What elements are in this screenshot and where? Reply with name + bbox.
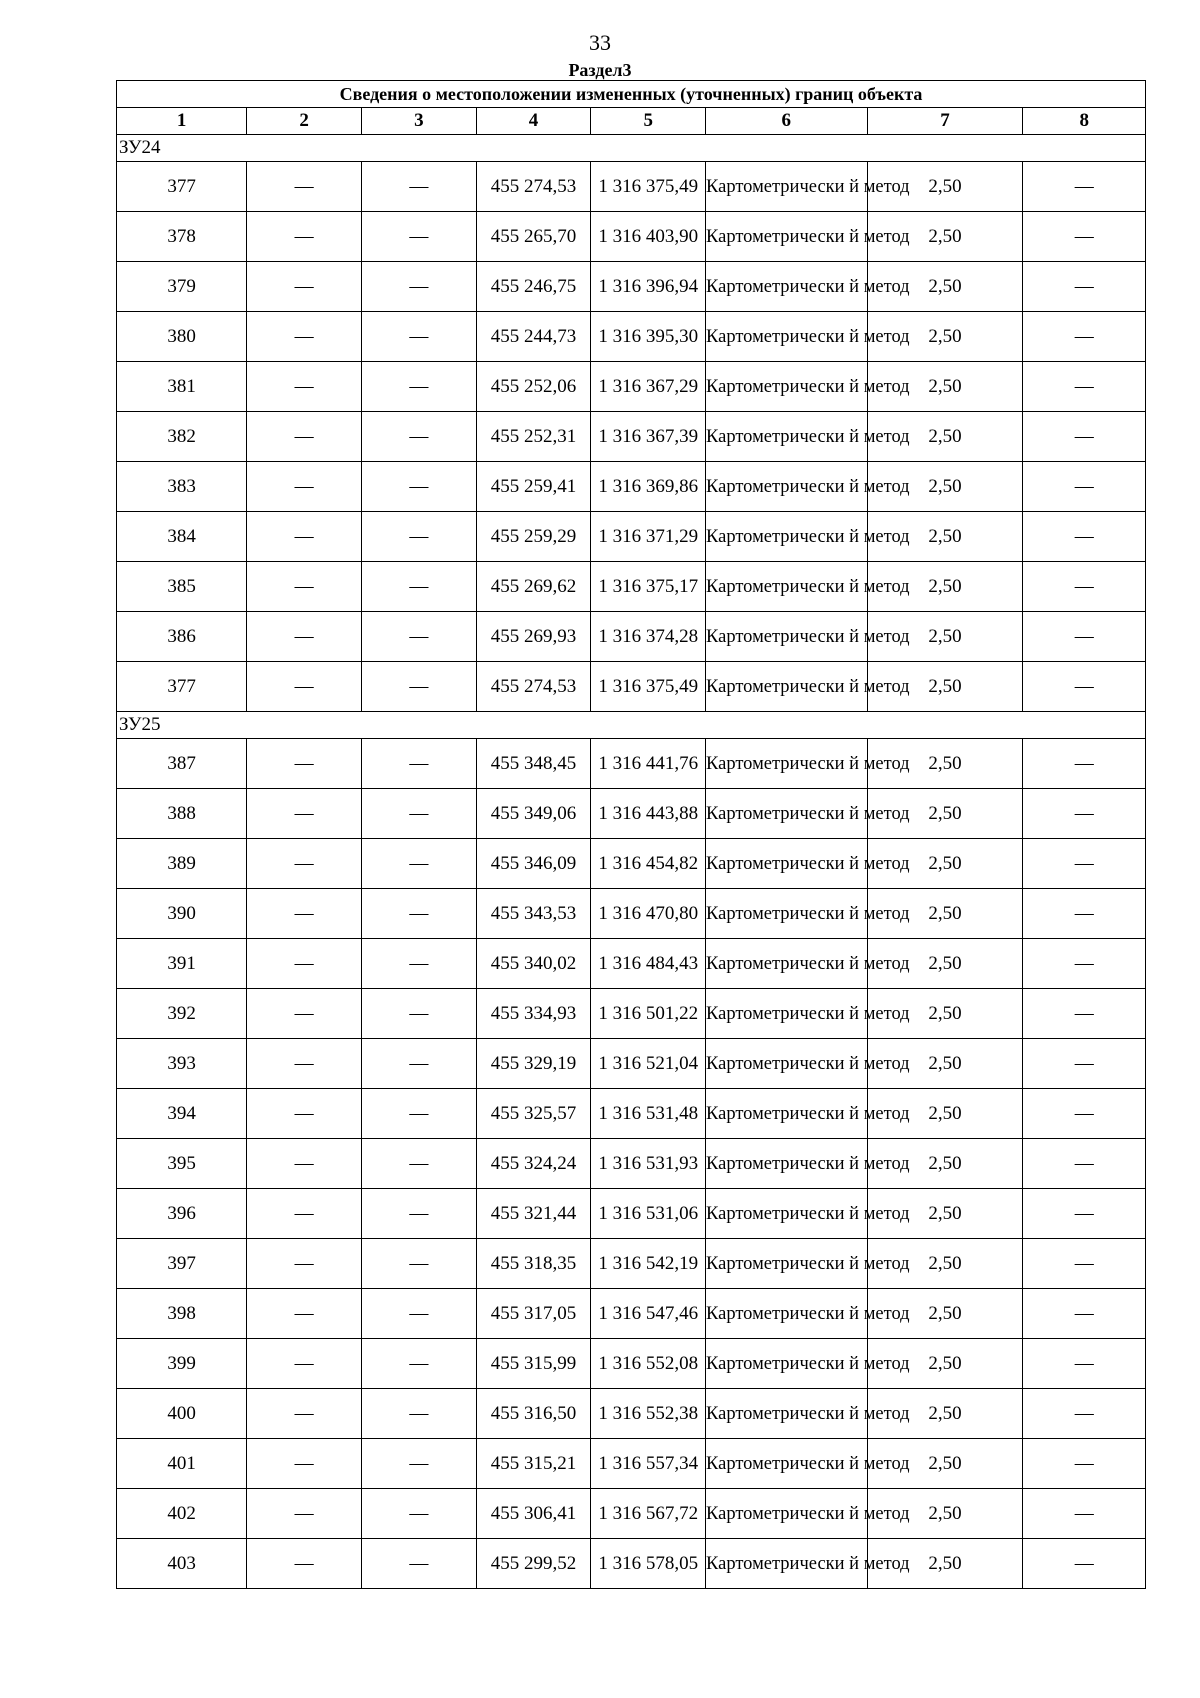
x-coordinate-cell: 455 321,44: [476, 1189, 591, 1239]
col8-cell: —: [1023, 1239, 1146, 1289]
method-cell: Картометрически й метод: [706, 662, 867, 712]
col2-cell: —: [247, 212, 362, 262]
method-cell: Картометрически й метод: [706, 512, 867, 562]
accuracy-cell: 2,50: [867, 412, 1023, 462]
table-row: [117, 1489, 1146, 1539]
x-coordinate-cell: 455 244,73: [476, 312, 591, 362]
col8-cell: —: [1023, 889, 1146, 939]
col8-cell: —: [1023, 1489, 1146, 1539]
col2-cell: —: [247, 612, 362, 662]
y-coordinate-cell: 1 316 371,29: [591, 512, 706, 562]
point-number-cell: 399: [117, 1339, 247, 1389]
col3-cell: —: [361, 1339, 476, 1389]
y-coordinate-cell: 1 316 403,90: [591, 212, 706, 262]
accuracy-cell: 2,50: [867, 162, 1023, 212]
table-row: [117, 412, 1146, 462]
column-header: 2: [247, 108, 362, 135]
accuracy-cell: 2,50: [867, 562, 1023, 612]
method-cell: Картометрически й метод: [706, 262, 867, 312]
y-coordinate-cell: 1 316 567,72: [591, 1489, 706, 1539]
accuracy-cell: 2,50: [867, 1139, 1023, 1189]
col2-cell: —: [247, 889, 362, 939]
table-row: [117, 662, 1146, 712]
y-coordinate-cell: 1 316 531,48: [591, 1089, 706, 1139]
x-coordinate-cell: 455 340,02: [476, 939, 591, 989]
y-coordinate-cell: 1 316 375,49: [591, 162, 706, 212]
accuracy-cell: 2,50: [867, 1189, 1023, 1239]
col3-cell: —: [361, 889, 476, 939]
col3-cell: —: [361, 989, 476, 1039]
col2-cell: —: [247, 462, 362, 512]
col8-cell: —: [1023, 1439, 1146, 1489]
col8-cell: —: [1023, 662, 1146, 712]
col8-cell: —: [1023, 512, 1146, 562]
col3-cell: —: [361, 212, 476, 262]
col8-cell: —: [1023, 1539, 1146, 1589]
table-row: [117, 1239, 1146, 1289]
col3-cell: —: [361, 1289, 476, 1339]
method-cell: Картометрически й метод: [706, 1089, 867, 1139]
point-number-cell: 391: [117, 939, 247, 989]
col3-cell: —: [361, 1439, 476, 1489]
column-header: 5: [591, 108, 706, 135]
point-number-cell: 382: [117, 412, 247, 462]
table-row: [117, 362, 1146, 412]
x-coordinate-cell: 455 274,53: [476, 662, 591, 712]
accuracy-cell: 2,50: [867, 989, 1023, 1039]
col2-cell: —: [247, 1339, 362, 1389]
point-number-cell: 402: [117, 1489, 247, 1539]
x-coordinate-cell: 455 316,50: [476, 1389, 591, 1439]
table-row: [117, 562, 1146, 612]
method-cell: Картометрически й метод: [706, 939, 867, 989]
accuracy-cell: 2,50: [867, 512, 1023, 562]
x-coordinate-cell: 455 346,09: [476, 839, 591, 889]
point-number-cell: 397: [117, 1239, 247, 1289]
x-coordinate-cell: 455 334,93: [476, 989, 591, 1039]
accuracy-cell: 2,50: [867, 739, 1023, 789]
point-number-cell: 377: [117, 662, 247, 712]
col8-cell: —: [1023, 1039, 1146, 1089]
x-coordinate-cell: 455 315,21: [476, 1439, 591, 1489]
accuracy-cell: 2,50: [867, 662, 1023, 712]
x-coordinate-cell: 455 252,31: [476, 412, 591, 462]
x-coordinate-cell: 455 269,93: [476, 612, 591, 662]
y-coordinate-cell: 1 316 521,04: [591, 1039, 706, 1089]
accuracy-cell: 2,50: [867, 1389, 1023, 1439]
col2-cell: —: [247, 789, 362, 839]
col2-cell: —: [247, 1239, 362, 1289]
point-number-cell: 380: [117, 312, 247, 362]
col3-cell: —: [361, 1089, 476, 1139]
col8-cell: —: [1023, 1389, 1146, 1439]
col2-cell: —: [247, 939, 362, 989]
col8-cell: —: [1023, 612, 1146, 662]
accuracy-cell: 2,50: [867, 1489, 1023, 1539]
table-row: [117, 839, 1146, 889]
point-number-cell: 393: [117, 1039, 247, 1089]
column-header: 4: [476, 108, 591, 135]
table-row: [117, 512, 1146, 562]
accuracy-cell: 2,50: [867, 1089, 1023, 1139]
table-row: [117, 212, 1146, 262]
method-cell: Картометрически й метод: [706, 162, 867, 212]
accuracy-cell: 2,50: [867, 1439, 1023, 1489]
col3-cell: —: [361, 562, 476, 612]
y-coordinate-cell: 1 316 367,29: [591, 362, 706, 412]
point-number-cell: 384: [117, 512, 247, 562]
y-coordinate-cell: 1 316 375,17: [591, 562, 706, 612]
method-cell: Картометрически й метод: [706, 1239, 867, 1289]
method-cell: Картометрически й метод: [706, 1439, 867, 1489]
col2-cell: —: [247, 262, 362, 312]
x-coordinate-cell: 455 349,06: [476, 789, 591, 839]
col3-cell: —: [361, 462, 476, 512]
table-row: [117, 1139, 1146, 1189]
table-row: [117, 1089, 1146, 1139]
col2-cell: —: [247, 1539, 362, 1589]
table-row: [117, 789, 1146, 839]
table-row: [117, 1439, 1146, 1489]
col2-cell: —: [247, 562, 362, 612]
table-row: [117, 312, 1146, 362]
col3-cell: —: [361, 412, 476, 462]
col3-cell: —: [361, 612, 476, 662]
table-row: [117, 162, 1146, 212]
group-row: [117, 135, 1146, 162]
col2-cell: —: [247, 1039, 362, 1089]
col3-cell: —: [361, 662, 476, 712]
method-cell: Картометрически й метод: [706, 789, 867, 839]
x-coordinate-cell: 455 315,99: [476, 1339, 591, 1389]
column-header: 6: [706, 108, 867, 135]
coordinates-table: [116, 80, 1146, 1589]
y-coordinate-cell: 1 316 374,28: [591, 612, 706, 662]
col3-cell: —: [361, 739, 476, 789]
col8-cell: —: [1023, 562, 1146, 612]
col2-cell: —: [247, 1139, 362, 1189]
col8-cell: —: [1023, 1089, 1146, 1139]
method-cell: Картометрически й метод: [706, 1039, 867, 1089]
method-cell: Картометрически й метод: [706, 1489, 867, 1539]
table-row: [117, 612, 1146, 662]
col3-cell: —: [361, 839, 476, 889]
point-number-cell: 398: [117, 1289, 247, 1339]
section-label: Раздел3: [568, 60, 632, 80]
column-header-row: [117, 108, 1146, 135]
col3-cell: —: [361, 162, 476, 212]
table-row: [117, 1289, 1146, 1339]
col8-cell: —: [1023, 462, 1146, 512]
col2-cell: —: [247, 362, 362, 412]
y-coordinate-cell: 1 316 531,06: [591, 1189, 706, 1239]
accuracy-cell: 2,50: [867, 462, 1023, 512]
accuracy-cell: 2,50: [867, 212, 1023, 262]
accuracy-cell: 2,50: [867, 939, 1023, 989]
point-number-cell: 389: [117, 839, 247, 889]
table-row: [117, 1389, 1146, 1439]
point-number-cell: 403: [117, 1539, 247, 1589]
table-row: [117, 1339, 1146, 1389]
col3-cell: —: [361, 1539, 476, 1589]
col8-cell: —: [1023, 412, 1146, 462]
col3-cell: —: [361, 1389, 476, 1439]
col8-cell: —: [1023, 1289, 1146, 1339]
col2-cell: —: [247, 1189, 362, 1239]
method-cell: Картометрически й метод: [706, 462, 867, 512]
method-cell: Картометрически й метод: [706, 839, 867, 889]
table-row: [117, 462, 1146, 512]
point-number-cell: 390: [117, 889, 247, 939]
accuracy-cell: 2,50: [867, 312, 1023, 362]
accuracy-cell: 2,50: [867, 889, 1023, 939]
accuracy-cell: 2,50: [867, 789, 1023, 839]
y-coordinate-cell: 1 316 578,05: [591, 1539, 706, 1589]
method-cell: Картометрически й метод: [706, 739, 867, 789]
method-cell: Картометрически й метод: [706, 889, 867, 939]
page-number: 33: [589, 30, 611, 55]
col2-cell: —: [247, 989, 362, 1039]
y-coordinate-cell: 1 316 454,82: [591, 839, 706, 889]
point-number-cell: 401: [117, 1439, 247, 1489]
col2-cell: —: [247, 1439, 362, 1489]
y-coordinate-cell: 1 316 470,80: [591, 889, 706, 939]
group-name: ЗУ24: [117, 135, 1146, 162]
point-number-cell: 383: [117, 462, 247, 512]
col8-cell: —: [1023, 789, 1146, 839]
accuracy-cell: 2,50: [867, 1039, 1023, 1089]
table-row: [117, 1539, 1146, 1589]
method-cell: Картометрически й метод: [706, 362, 867, 412]
col2-cell: —: [247, 1389, 362, 1439]
y-coordinate-cell: 1 316 552,08: [591, 1339, 706, 1389]
col3-cell: —: [361, 312, 476, 362]
x-coordinate-cell: 455 299,52: [476, 1539, 591, 1589]
method-cell: Картометрически й метод: [706, 1389, 867, 1439]
x-coordinate-cell: 455 306,41: [476, 1489, 591, 1539]
x-coordinate-cell: 455 318,35: [476, 1239, 591, 1289]
y-coordinate-cell: 1 316 501,22: [591, 989, 706, 1039]
col3-cell: —: [361, 1039, 476, 1089]
col3-cell: —: [361, 512, 476, 562]
x-coordinate-cell: 455 259,29: [476, 512, 591, 562]
table-title: Сведения о местоположении измененных (уточненных) границ объекта: [117, 81, 1146, 108]
point-number-cell: 381: [117, 362, 247, 412]
col3-cell: —: [361, 1189, 476, 1239]
col2-cell: —: [247, 839, 362, 889]
method-cell: Картометрически й метод: [706, 1189, 867, 1239]
table-body: [117, 135, 1146, 1589]
accuracy-cell: 2,50: [867, 362, 1023, 412]
x-coordinate-cell: 455 329,19: [476, 1039, 591, 1089]
column-header: 7: [867, 108, 1023, 135]
col2-cell: —: [247, 1289, 362, 1339]
col2-cell: —: [247, 162, 362, 212]
col8-cell: —: [1023, 989, 1146, 1039]
col2-cell: —: [247, 1489, 362, 1539]
col2-cell: —: [247, 1089, 362, 1139]
y-coordinate-cell: 1 316 375,49: [591, 662, 706, 712]
x-coordinate-cell: 455 269,62: [476, 562, 591, 612]
accuracy-cell: 2,50: [867, 1289, 1023, 1339]
accuracy-cell: 2,50: [867, 839, 1023, 889]
y-coordinate-cell: 1 316 369,86: [591, 462, 706, 512]
method-cell: Картометрически й метод: [706, 412, 867, 462]
table-row: [117, 262, 1146, 312]
x-coordinate-cell: 455 348,45: [476, 739, 591, 789]
x-coordinate-cell: 455 274,53: [476, 162, 591, 212]
y-coordinate-cell: 1 316 395,30: [591, 312, 706, 362]
accuracy-cell: 2,50: [867, 1539, 1023, 1589]
accuracy-cell: 2,50: [867, 1239, 1023, 1289]
col8-cell: —: [1023, 1139, 1146, 1189]
table-row: [117, 739, 1146, 789]
method-cell: Картометрически й метод: [706, 1339, 867, 1389]
table-row: [117, 889, 1146, 939]
method-cell: Картометрически й метод: [706, 989, 867, 1039]
x-coordinate-cell: 455 317,05: [476, 1289, 591, 1339]
x-coordinate-cell: 455 252,06: [476, 362, 591, 412]
col2-cell: —: [247, 312, 362, 362]
column-header: 8: [1023, 108, 1146, 135]
method-cell: Картометрически й метод: [706, 562, 867, 612]
table-row: [117, 939, 1146, 989]
col8-cell: —: [1023, 1339, 1146, 1389]
point-number-cell: 392: [117, 989, 247, 1039]
col8-cell: —: [1023, 262, 1146, 312]
col3-cell: —: [361, 1139, 476, 1189]
point-number-cell: 395: [117, 1139, 247, 1189]
col3-cell: —: [361, 1489, 476, 1539]
group-name: ЗУ25: [117, 712, 1146, 739]
y-coordinate-cell: 1 316 547,46: [591, 1289, 706, 1339]
point-number-cell: 386: [117, 612, 247, 662]
col3-cell: —: [361, 789, 476, 839]
method-cell: Картометрически й метод: [706, 1289, 867, 1339]
x-coordinate-cell: 455 259,41: [476, 462, 591, 512]
column-header: 3: [361, 108, 476, 135]
col8-cell: —: [1023, 312, 1146, 362]
col2-cell: —: [247, 739, 362, 789]
point-number-cell: 387: [117, 739, 247, 789]
point-number-cell: 378: [117, 212, 247, 262]
accuracy-cell: 2,50: [867, 1339, 1023, 1389]
col3-cell: —: [361, 362, 476, 412]
col8-cell: —: [1023, 739, 1146, 789]
col3-cell: —: [361, 939, 476, 989]
method-cell: Картометрически й метод: [706, 1539, 867, 1589]
point-number-cell: 400: [117, 1389, 247, 1439]
table-row: [117, 989, 1146, 1039]
table-row: [117, 1189, 1146, 1239]
x-coordinate-cell: 455 343,53: [476, 889, 591, 939]
method-cell: Картометрически й метод: [706, 1139, 867, 1189]
col2-cell: —: [247, 412, 362, 462]
col8-cell: —: [1023, 162, 1146, 212]
col2-cell: —: [247, 512, 362, 562]
y-coordinate-cell: 1 316 542,19: [591, 1239, 706, 1289]
col8-cell: —: [1023, 839, 1146, 889]
y-coordinate-cell: 1 316 484,43: [591, 939, 706, 989]
point-number-cell: 379: [117, 262, 247, 312]
col8-cell: —: [1023, 939, 1146, 989]
point-number-cell: 388: [117, 789, 247, 839]
col3-cell: —: [361, 262, 476, 312]
y-coordinate-cell: 1 316 396,94: [591, 262, 706, 312]
table-row: [117, 1039, 1146, 1089]
y-coordinate-cell: 1 316 443,88: [591, 789, 706, 839]
y-coordinate-cell: 1 316 557,34: [591, 1439, 706, 1489]
column-header: 1: [117, 108, 247, 135]
point-number-cell: 377: [117, 162, 247, 212]
point-number-cell: 394: [117, 1089, 247, 1139]
method-cell: Картометрически й метод: [706, 612, 867, 662]
accuracy-cell: 2,50: [867, 612, 1023, 662]
col3-cell: —: [361, 1239, 476, 1289]
group-row: [117, 712, 1146, 739]
method-cell: Картометрически й метод: [706, 312, 867, 362]
y-coordinate-cell: 1 316 441,76: [591, 739, 706, 789]
y-coordinate-cell: 1 316 367,39: [591, 412, 706, 462]
y-coordinate-cell: 1 316 531,93: [591, 1139, 706, 1189]
accuracy-cell: 2,50: [867, 262, 1023, 312]
point-number-cell: 396: [117, 1189, 247, 1239]
col8-cell: —: [1023, 212, 1146, 262]
point-number-cell: 385: [117, 562, 247, 612]
method-cell: Картометрически й метод: [706, 212, 867, 262]
x-coordinate-cell: 455 325,57: [476, 1089, 591, 1139]
x-coordinate-cell: 455 246,75: [476, 262, 591, 312]
x-coordinate-cell: 455 265,70: [476, 212, 591, 262]
col2-cell: —: [247, 662, 362, 712]
col8-cell: —: [1023, 1189, 1146, 1239]
x-coordinate-cell: 455 324,24: [476, 1139, 591, 1189]
col8-cell: —: [1023, 362, 1146, 412]
y-coordinate-cell: 1 316 552,38: [591, 1389, 706, 1439]
